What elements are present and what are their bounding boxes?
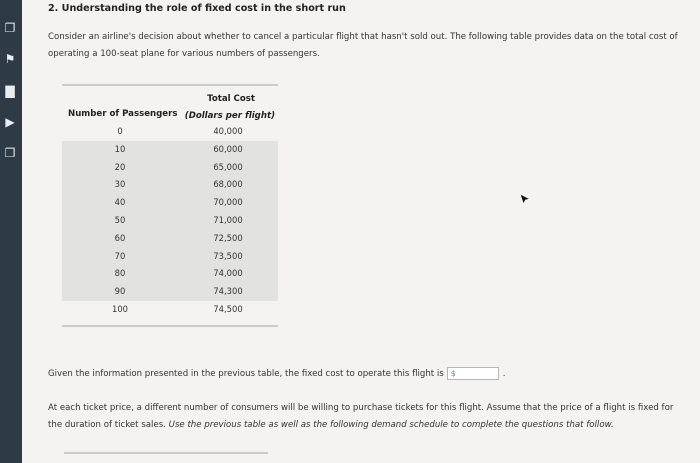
table-row (62, 212, 278, 230)
cell-passengers: 40 (114, 197, 126, 208)
cell-passengers: 70 (114, 250, 126, 261)
col-total-cost-header: Total Cost (207, 94, 255, 104)
cost-table (62, 84, 278, 327)
demand-instructions (48, 400, 688, 434)
mouse-pointer-icon (518, 192, 532, 206)
cell-total-cost: 73,500 (213, 250, 243, 261)
col-passengers-header: Number of Passengers (68, 109, 178, 119)
cell-total-cost: 74,000 (213, 268, 243, 279)
fixed-cost-question (48, 367, 505, 380)
demand-instructions-italic: Use the previous table as well as the following demand schedule to complete the questions that follow. (168, 420, 614, 430)
cell-total-cost: 68,000 (213, 179, 243, 190)
demand-instructions-text: At each ticket price, a different number of consumers will be willing to purchase tickets for this flight. Assume that the price of a flight is fixed for the duration of ticket sales. (48, 403, 674, 430)
cell-passengers: 20 (114, 161, 126, 172)
table-row (62, 265, 278, 283)
next-table-rule (64, 452, 268, 454)
cell-total-cost: 40,000 (213, 126, 243, 136)
fixed-cost-prompt: Given the information presented in the previous table, the fixed cost to operate this flight is (48, 368, 444, 379)
table-top-rule (62, 84, 278, 86)
cell-passengers: 50 (114, 214, 126, 225)
fixed-cost-input[interactable] (447, 367, 499, 380)
cell-passengers: 80 (114, 268, 126, 279)
table-row (62, 123, 278, 141)
cell-passengers: 90 (114, 286, 126, 297)
table-row (62, 141, 278, 159)
cell-total-cost: 70,000 (213, 197, 243, 208)
table-row (62, 176, 278, 194)
cell-passengers: 30 (114, 179, 126, 190)
table-row (62, 194, 278, 212)
cell-total-cost: 72,500 (213, 232, 243, 243)
cell-passengers: 10 (114, 143, 126, 154)
book-icon[interactable]: ▇ (5, 84, 15, 98)
left-toolbar (0, 0, 22, 463)
table-header (62, 91, 278, 123)
cell-total-cost: 65,000 (213, 161, 243, 172)
cell-passengers: 0 (117, 126, 123, 136)
bookmark-icon[interactable]: ❐ (4, 146, 16, 160)
cell-total-cost: 71,000 (213, 214, 243, 225)
question-title: 2. Understanding the role of fixed cost in the short run (48, 3, 346, 14)
cell-passengers: 60 (114, 232, 126, 243)
table-body (62, 123, 278, 319)
cell-total-cost: 60,000 (213, 143, 243, 154)
flag-icon[interactable]: ⚑ (4, 52, 16, 66)
currency-prefix: $ (450, 369, 456, 378)
table-row (62, 283, 278, 301)
cell-total-cost: 74,500 (213, 303, 243, 314)
prompt-period: . (502, 368, 506, 379)
bookmark-icon[interactable]: ❐ (4, 21, 16, 35)
table-row (62, 301, 278, 319)
table-row (62, 159, 278, 177)
question-intro: Consider an airline's decision about whether to cancel a particular flight that hasn't sold out. The following table provides data on the total cost of operating a 100-seat plane for various numbers of passengers. (48, 32, 678, 59)
table-row (62, 230, 278, 248)
table-row (62, 248, 278, 266)
col-total-cost-unit: (Dollars per flight) (184, 111, 275, 121)
cell-passengers: 100 (112, 303, 128, 314)
question-panel (22, 0, 700, 463)
table-bottom-rule (62, 325, 278, 327)
play-icon[interactable]: ▶ (5, 115, 15, 129)
cell-total-cost: 74,300 (213, 286, 243, 297)
